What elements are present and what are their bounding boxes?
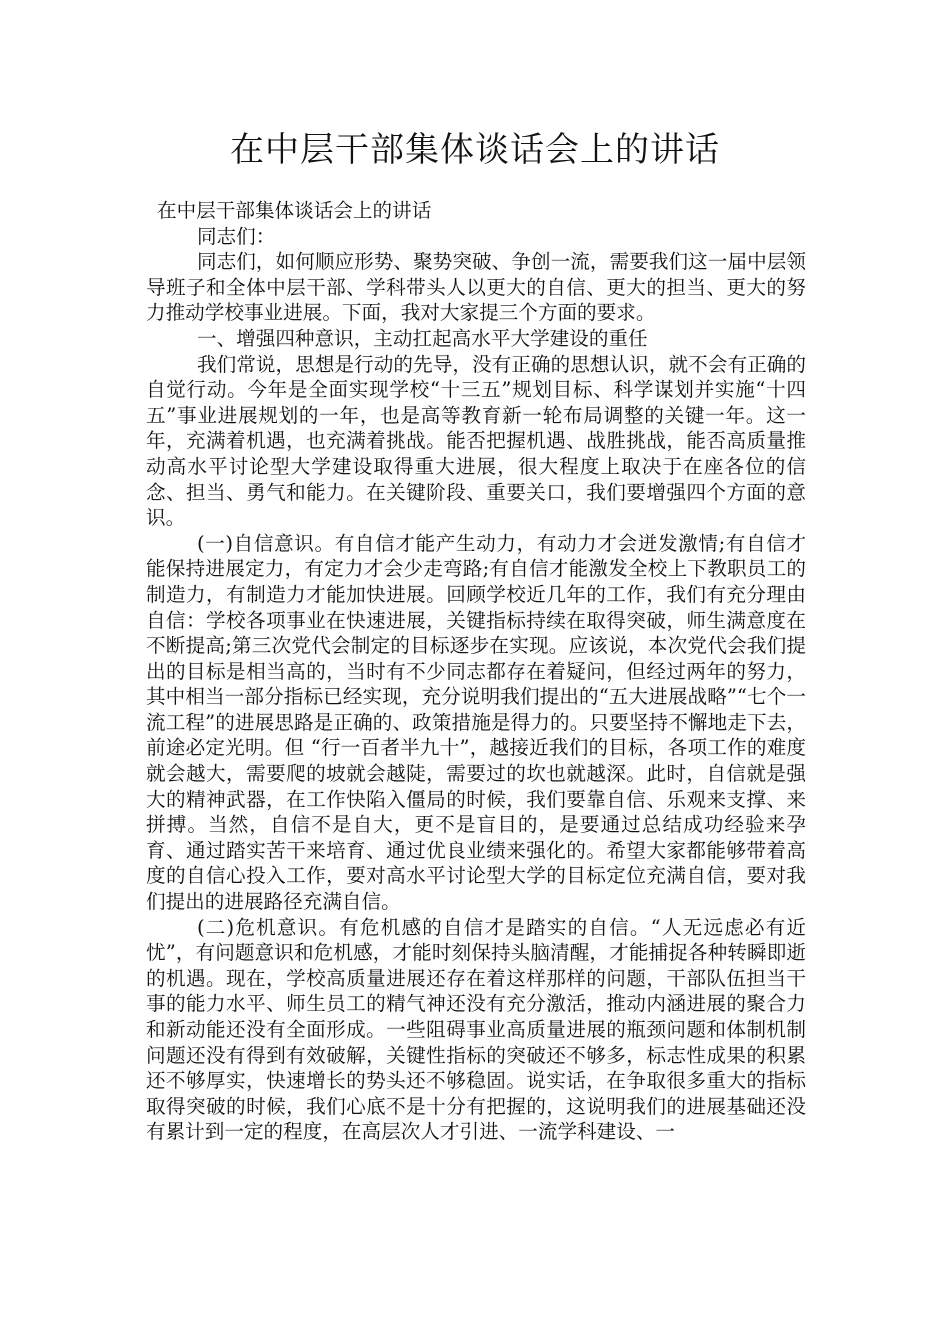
paragraph-confidence: (一)自信意识。有自信才能产生动力，有动力才会迸发激情;有自信才能保持进展定力，有定力才会少走弯路;有自信才能激发全校上下教职员工的制造力，有制造力才能加快进展。回顾学校近几年的工作，我们有充分理由自信：学校各项事业在快速进展，关键指标持续在取得突破，师生满意度在不断提高;第三次党代会制定的目标逐步在实现。应该说，本次党代会我们提出的目标是相当高的，当时有不少同志都存在着疑问，但经过两年的努力，其中相当一部分指标已经实现，充分说明我们提出的“五大进展战略”“七个一流工程”的进展思路是正确的、政策措施是得力的。只要坚持不懈地走下去，前途必定光明。但 “行一百者半九十”，越接近我们的目标，各项工作的难度就会越大，需要爬的坡就会越陡，需要过的坎也就越深。此时，自信就是强大的精神武器，在工作快陷入僵局的时候，我们要靠自信、乐观来支撑、来拼搏。当然，自信不是自大，更不是盲目的，是要通过总结成功经验来孕育、通过踏实苦干来培育、通过优良业绩来强化的。希望大家都能够带着高度的自信心投入工作，要对高水平讨论型大学的目标定位充满自信，要对我们提出的进展路径充满自信。 [146, 531, 806, 914]
paragraph-context: 我们常说，思想是行动的先导，没有正确的思想认识，就不会有正确的自觉行动。今年是全面实现学校“十三五”规划目标、科学谋划并实施“十四五”事业进展规划的一年，也是高等教育新一轮布局调整的关键一年。这一年，充满着机遇，也充满着挑战。能否把握机遇、战胜挑战，能否高质量推动高水平讨论型大学建设取得重大进展，很大程度上取决于在座各位的信念、担当、勇气和能力。在关键阶段、重要关口，我们要增强四个方面的意识。 [146, 352, 806, 530]
paragraph-intro: 同志们，如何顺应形势、聚势突破、争创一流，需要我们这一届中层领导班子和全体中层干部、学科带头人以更大的自信、更大的担当、更大的努力推动学校事业进展。下面，我对大家提三个方面的要求。 [146, 250, 806, 325]
section-heading-1: 一、增强四种意识，主动扛起高水平大学建设的重任 [196, 326, 648, 350]
salutation: 同志们： [196, 224, 276, 248]
document-subtitle: 在中层干部集体谈话会上的讲话 [157, 199, 432, 222]
paragraph-crisis: (二)危机意识。有危机感的自信才是踏实的自信。“人无远虑必有近忧”，有问题意识和危机感，才能时刻保持头脑清醒，才能捕捉各种转瞬即逝的机遇。现在，学校高质量进展还存在着这样那样的问题，干部队伍担当干事的能力水平、师生员工的精气神还没有充分激活，推动内涵进展的聚合力和新动能还没有全面形成。一些阻碍事业高质量进展的瓶颈问题和体制机制问题还没有得到有效破解，关键性指标的突破还不够多，标志性成果的积累还不够厚实，快速增长的势头还不够稳固。说实话，在争取很多重大的指标取得突破的时候，我们心底不是十分有把握的，这说明我们的进展基础还没有累计到一定的程度，在高层次人才引进、一流学科建设、一 [146, 915, 806, 1144]
document-body [146, 198, 806, 1145]
document-title: 在中层干部集体谈话会上的讲话 [230, 130, 720, 170]
